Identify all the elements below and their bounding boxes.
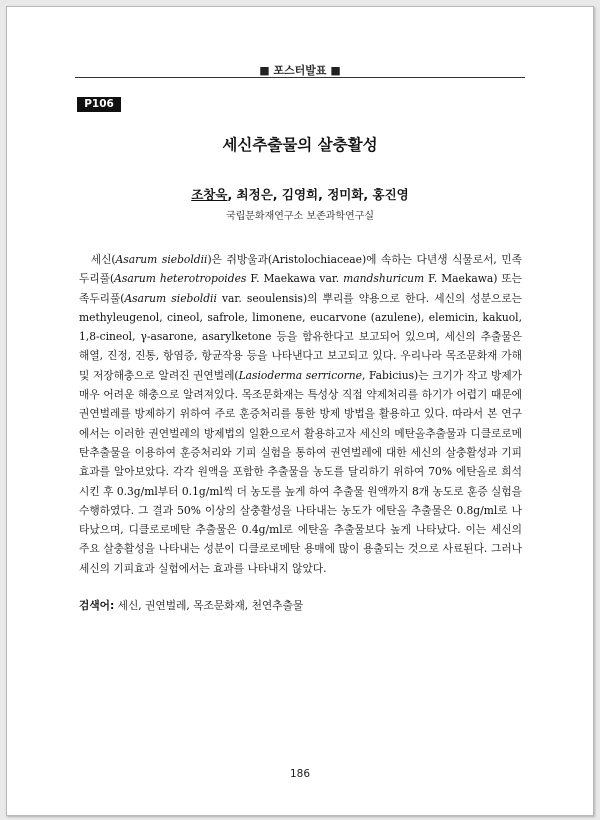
header-rule (75, 77, 525, 78)
keywords-label: 검색어: (79, 599, 115, 612)
paper-title: 세신추출물의 살충활성 (222, 136, 378, 154)
abstract-paragraph: 세신(Asarum sieboldii)은 쥐방울과(Aristolochiaceae)에 속하는 다년생 식물로서, 민족두리풀(Asarum heterotropoides F. Maekawa var. mandshuricum F. Maekawa) 또는 족두리풀(Asarum sieboldii var. seoulensis)의 뿌리를 약용으로 한다. 세신의 성분으로는 methyleugenol, cineol, safrole, limonene, eucarvone (azulene), elemicin, kakuol, 1,8-cineol, γ-asarone, asarylketone 등을 함유한다고 보고되어 있으며, 세신의 추출물은 해열, 진정, 진통, 항염증, 항균작용 등을 나타낸다고 보고되고 있다. 우리나라 목조문화재 가해 및 저장해충으로 알려진 권연벌레(Lasioderma serricorne, Fabicius)는 크기가 작고 방제가 매우 어려운 해충으로 알려져있다. 목조문화재는 특성상 직접 약제처리를 하기가 어렵기 때문에 권연벌레를 방제하기 위하여 주로 훈증처리를 통한 방제 방법을 활용하고 있다. 따라서 본 연구에서는 이러한 권연벌레의 방제법의 일환으로서 활용하고자 세신의 메탄올추출물과 디클로로메탄추출물을 이용하여 훈증처리와 기피 실험을 통하여 권연벌레에 대한 세신의 살충활성과 기피효과를 알아보았다. 각각 원액을 포함한 추출물을 농도를 달리하기 위하여 70% 에탄올로 희석시킨 후 0.3g/ml부터 0.1g/ml씩 더 농도를 높게 하여 추출물 원액까지 8개 농도로 훈증 실험을 수행하였다. 그 결과 50% 이상의 살충활성을 나타내는 농도가 에탄올 추출물은 0.8g/ml로 나타났으며, 디클로로메탄 추출물은 0.4g/ml로 에탄올 추출물보다 높게 나타났다. 이는 세신의 주요 살충활성을 나타내는 성분이 디클로로메탄 용매에 많이 용출되는 것으로 사료된다. 그러나 세신의 기피효과 실험에서는 효과를 나타내지 않았다. (79, 253, 522, 575)
poster-id-badge: P106 (77, 97, 121, 112)
keywords (79, 598, 522, 613)
presenting-author: 조창욱 (191, 187, 228, 202)
keywords-text: 세신, 권연벌레, 목조문화재, 천연추출물 (114, 599, 304, 612)
co-authors: , 최정은, 김영희, 정미화, 홍진영 (227, 187, 409, 202)
affiliation: 국립문화재연구소 보존과학연구실 (225, 211, 375, 222)
abstract (79, 250, 522, 578)
author-list (0, 185, 600, 203)
section-label: ■ 포스터발표 ■ (259, 64, 341, 77)
page-number: 186 (289, 768, 311, 780)
